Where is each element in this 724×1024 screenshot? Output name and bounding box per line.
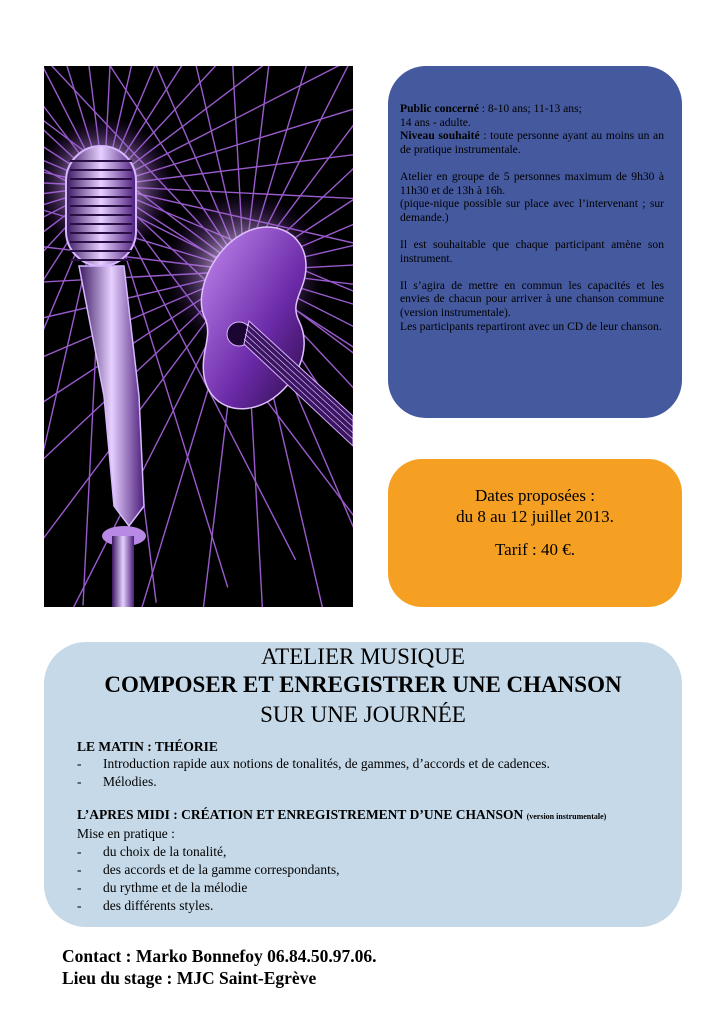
contact-block [62, 945, 377, 989]
afternoon-list [77, 843, 606, 915]
venue-line: Lieu du stage : MJC Saint-Egrève [62, 968, 317, 988]
goal-paragraph: Il s’agira de mettre en commun les capacités et les envies de chacun pour arriver à une chanson commune (version instrumentale). [400, 278, 664, 319]
dates-label: Dates proposées : [475, 486, 595, 505]
picnic-text: (pique-nique possible sur place avec l’intervenant ; sur demande.) [400, 197, 664, 224]
public-label: Public concerné [400, 102, 479, 115]
instrument-paragraph: Il est souhaitable que chaque participant amène son instrument. [400, 237, 664, 265]
niveau-label: Niveau souhaité [400, 129, 480, 143]
schedule-paragraph [400, 170, 664, 224]
public-value: : 8-10 ans; 11-13 ans; [478, 102, 582, 115]
schedule-text: Atelier en groupe de 5 personnes maximum de 9h30 à 11h30 et de 13h à 16h. [400, 169, 664, 197]
list-item: - des différents styles. [77, 898, 214, 913]
workshop-subtitle: COMPOSER ET ENREGISTRER UNE CHANSON [104, 672, 622, 697]
list-item: - du rythme et de la mélodie [77, 880, 248, 895]
workshop-duration: SUR UNE JOURNÉE [260, 702, 466, 727]
microphone-icon [66, 146, 146, 607]
afternoon-note: (version instrumentale) [526, 812, 607, 821]
workshop-title: ATELIER MUSIQUE [261, 644, 465, 669]
morning-section [77, 738, 550, 791]
microphone-guitar-illustration [44, 66, 353, 607]
list-item: - des accords et de la gamme correspondants, [77, 862, 340, 877]
price-text: Tarif : 40 €. [494, 540, 575, 559]
hero-image-microphone-guitar [44, 66, 353, 607]
contact-line: Contact : Marko Bonnefoy 06.84.50.97.06. [62, 946, 377, 966]
list-item: - Introduction rapide aux notions de tonalités, de gammes, d’accords et de cadences. [77, 756, 550, 771]
public-line [400, 102, 664, 156]
afternoon-heading: L’APRES MIDI : CRÉATION ET ENREGISTREMENT D’UNE CHANSON (version instrumentale) [77, 807, 607, 822]
practice-label: Mise en pratique : [77, 826, 175, 841]
dates-range: du 8 au 12 juillet 2013. [456, 507, 614, 526]
afternoon-section [77, 806, 606, 915]
morning-heading: LE MATIN : THÉORIE [77, 739, 218, 754]
public-value-2: 14 ans - adulte. [400, 115, 471, 129]
cd-paragraph: Les participants repartiront avec un CD de leur chanson. [400, 319, 662, 333]
niveau-value: : toute personne ayant au moins un an de pratique instrumentale. [400, 129, 664, 156]
list-item: - Mélodies. [77, 774, 157, 789]
dates-box [388, 459, 682, 607]
list-item: - du choix de la tonalité, [77, 844, 227, 859]
workshop-box [44, 642, 682, 927]
info-box [388, 66, 682, 418]
morning-list [77, 755, 550, 791]
